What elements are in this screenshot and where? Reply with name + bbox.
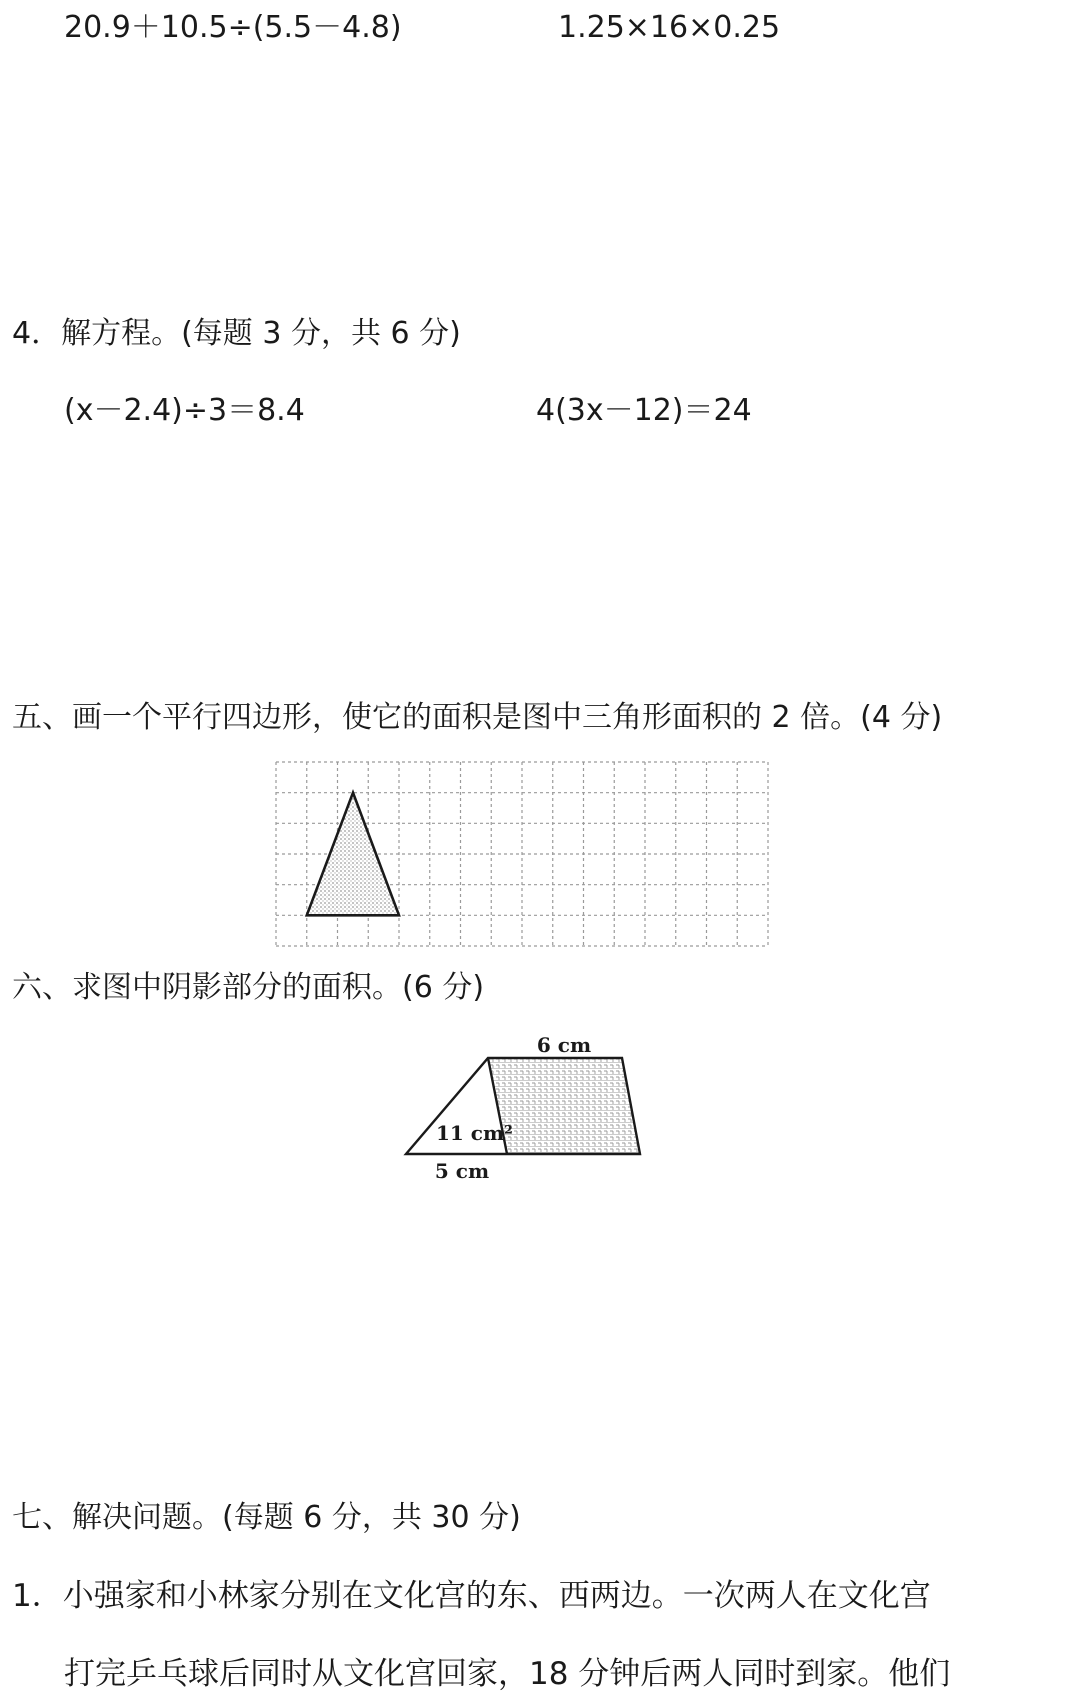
equation-left: (x－2.4)÷3＝8.4	[64, 393, 305, 428]
calc-expression-right: 1.25×16×0.25	[558, 10, 781, 45]
question1-line1: 1．小强家和小林家分别在文化宫的东、西两边。一次两人在文化宫	[12, 1578, 931, 1614]
calc-expression-left: 20.9＋10.5÷(5.5－4.8)	[64, 10, 402, 45]
shaded-trapezoid-figure	[400, 1020, 660, 1183]
section5-heading: 五、画一个平行四边形，使它的面积是图中三角形面积的 2 倍。(4 分)	[12, 700, 943, 735]
section6-heading: 六、求图中阴影部分的面积。(6 分)	[12, 970, 485, 1005]
label-triangle-area: 11 cm²	[436, 1121, 513, 1145]
question1-line2: 打完乒乓球后同时从文化宫回家，18 分钟后两人同时到家。他们	[64, 1656, 951, 1692]
equation-right: 4(3x－12)＝24	[536, 393, 752, 428]
section7-heading: 七、解决问题。(每题 6 分，共 30 分)	[12, 1500, 521, 1535]
grid-figure	[272, 758, 772, 948]
equations-heading: 4．解方程。(每题 3 分，共 6 分)	[12, 316, 461, 351]
label-top-length: 6 cm	[536, 1033, 592, 1057]
label-bottom-length: 5 cm	[434, 1159, 490, 1183]
